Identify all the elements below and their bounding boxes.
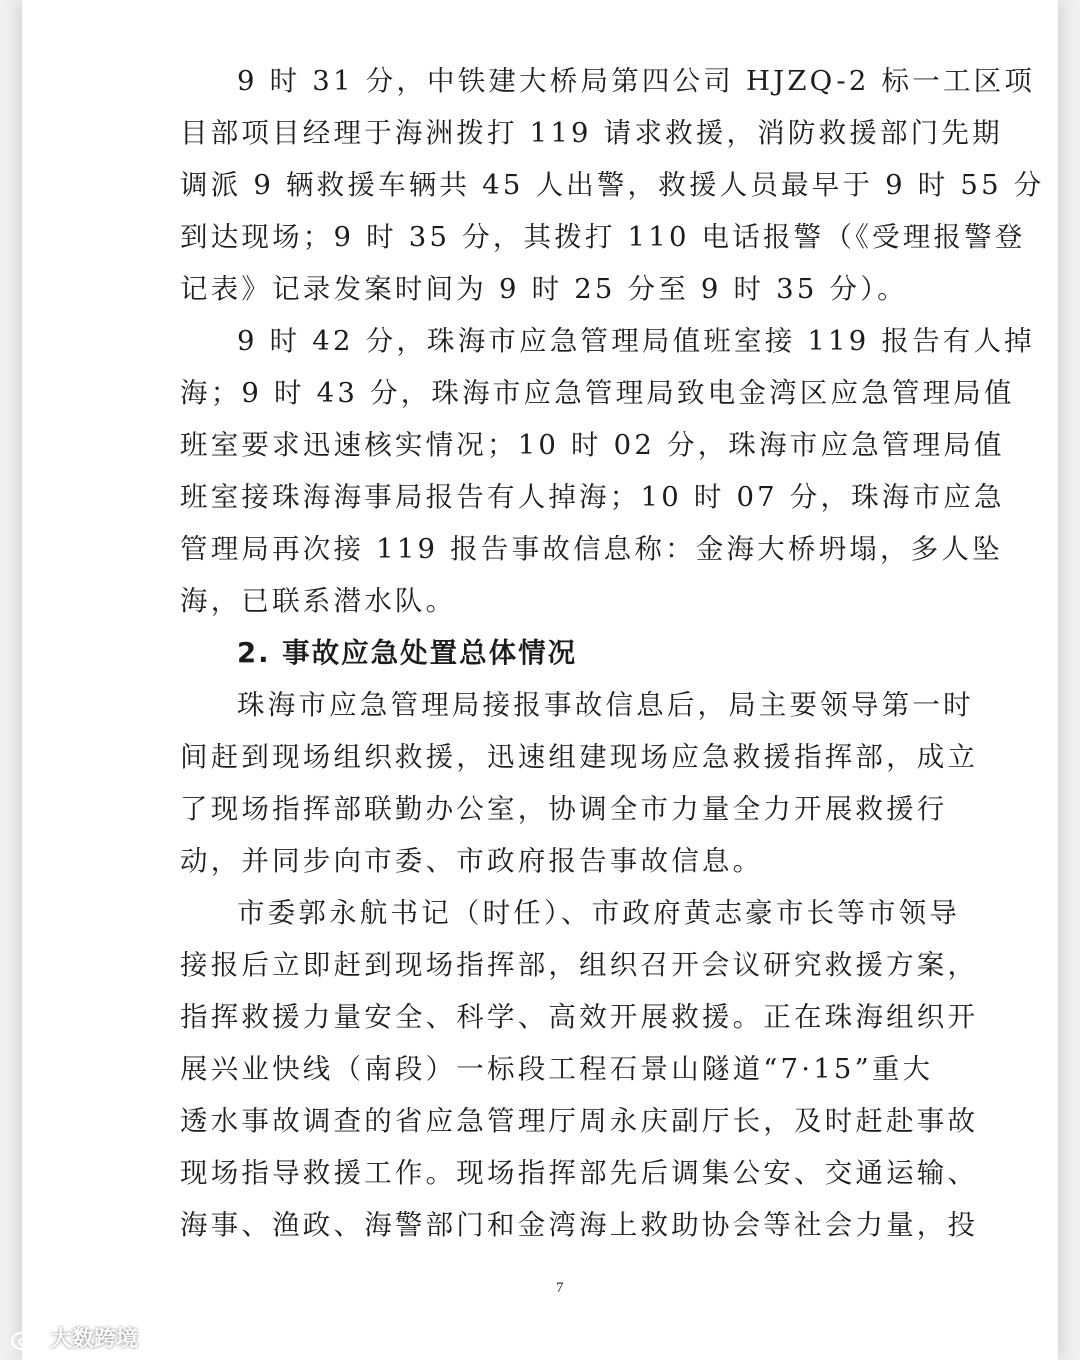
section-heading: [180, 627, 922, 679]
text-line: 2. 事故应急处置总体情况: [237, 637, 578, 669]
text-line: 了现场指挥部联勤办公室，协调全市力量全力开展救援行: [180, 793, 948, 825]
text-line: 调派 9 辆救援车辆共 45 人出警，救援人员最早于 9 时 55 分: [180, 169, 1045, 201]
text-line: 海事、渔政、海警部门和金湾海上救助协会等社会力量，投: [180, 1209, 979, 1241]
text-line: 海；9 时 43 分，珠海市应急管理局致电金湾区应急管理局值: [180, 377, 1015, 409]
text-line: 9 时 42 分，珠海市应急管理局值班室接 119 报告有人掉: [237, 325, 1035, 357]
text-line: 接报后立即赶到现场指挥部，组织召开会议研究救援方案，: [180, 949, 979, 981]
text-line: 到达现场；9 时 35 分，其拨打 110 电话报警（《受理报警登: [180, 221, 1026, 253]
text-line: 海，已联系潜水队。: [180, 585, 457, 617]
paragraph: [180, 887, 979, 1251]
text-line: 记表》记录发案时间为 9 时 25 分至 9 时 35 分）。: [180, 273, 908, 305]
text-line: 管理局再次接 119 报告事故信息称：金海大桥坍塌，多人坠: [180, 533, 1003, 565]
text-line: 间赶到现场组织救援，迅速组建现场应急救援指挥部，成立: [180, 741, 979, 773]
text-line: 9 时 31 分，中铁建大桥局第四公司 HJZQ-2 标一工区项: [237, 65, 1036, 97]
watermark: [10, 1322, 138, 1353]
text-line: 班室接珠海海事局报告有人掉海；10 时 07 分，珠海市应急: [180, 481, 1005, 513]
paragraph: [180, 315, 1035, 627]
text-line: 指挥救援力量安全、科学、高效开展救援。正在珠海组织开: [180, 1001, 979, 1033]
page-number: 7: [556, 1280, 564, 1296]
text-line: 动，并同步向市委、市政府报告事故信息。: [180, 845, 764, 877]
text-line: 班室要求迅速核实情况；10 时 02 分，珠海市应急管理局值: [180, 429, 1005, 461]
paragraph: [180, 55, 1045, 315]
weibo-logo-icon: [10, 1324, 44, 1352]
text-line: 市委郭永航书记（时任）、市政府黄志豪市长等市领导: [237, 897, 961, 929]
text-line: 珠海市应急管理局接报事故信息后，局主要领导第一时: [237, 689, 974, 721]
watermark-text: 大数跨境: [50, 1327, 139, 1352]
text-line: 目部项目经理于海洲拨打 119 请求救援，消防救援部门先期: [180, 117, 1003, 149]
text-line: 展兴业快线（南段）一标段工程石景山隧道“7·15”重大: [180, 1053, 934, 1085]
document-page: [22, 0, 1058, 1360]
text-line: 透水事故调查的省应急管理厅周永庆副厅长，及时赶赴事故: [180, 1105, 979, 1137]
paragraph: [180, 679, 979, 887]
document-body: [180, 55, 1045, 1251]
text-line: 现场指导救援工作。现场指挥部先后调集公安、交通运输、: [180, 1157, 979, 1189]
